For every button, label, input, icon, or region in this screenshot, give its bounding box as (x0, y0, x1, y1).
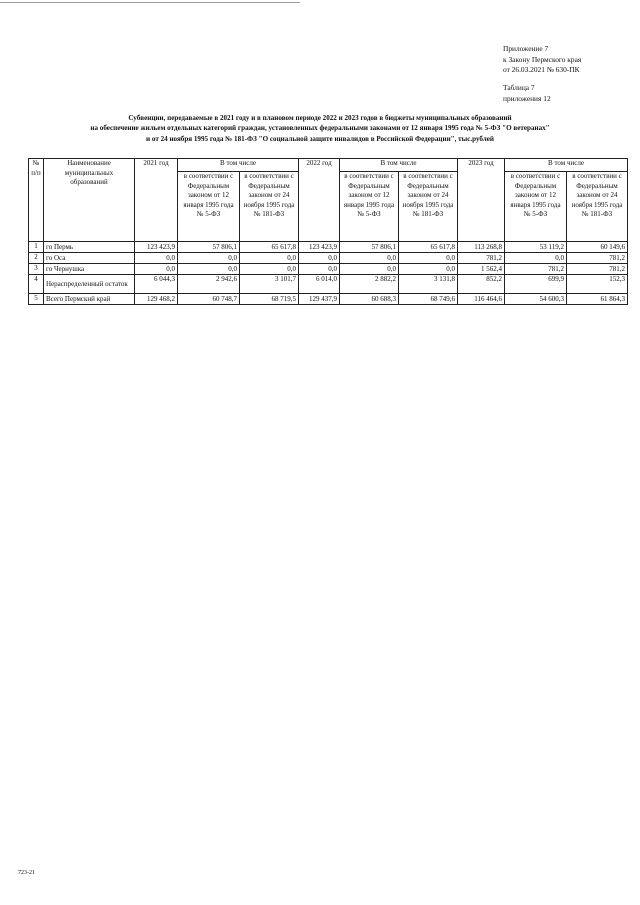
row-name: го Чернушка (44, 264, 135, 275)
cell-2021-fz5: 0,0 (178, 253, 240, 264)
cell-2023: 1 562,4 (458, 264, 505, 275)
cell-2021: 129 468,2 (135, 294, 178, 305)
header-year-2023: 2023 год (458, 159, 505, 242)
header-including-2023: В том числе (505, 159, 628, 172)
cell-2023-fz181: 781,2 (567, 253, 628, 264)
cell-2023-fz181: 781,2 (567, 264, 628, 275)
cell-2023-fz5: 781,2 (505, 264, 567, 275)
cell-2021: 0,0 (135, 253, 178, 264)
appendix-reference (503, 44, 581, 76)
header-fz5-2023: в соответствии с Федеральным законом от 12 января 1995 года № 5-ФЗ (505, 172, 567, 242)
table-row (29, 264, 628, 275)
table-reference-line: Таблица 7 (503, 83, 535, 92)
table-reference (503, 83, 551, 104)
header-fz181-2023: в соответствии с Федеральным законом от 24 ноября 1995 года № 181-ФЗ (567, 172, 628, 242)
title-line: на обеспечение жильем отдельных категорий граждан, установленных федеральными законами от 12 января 1995 года № 5-ФЗ "О ветеранах" (90, 124, 550, 133)
cell-2021: 6 044,3 (135, 275, 178, 294)
row-name: Всего Пермский край (44, 294, 135, 305)
top-rule (0, 2, 300, 3)
cell-2022: 129 437,9 (299, 294, 340, 305)
table-row (29, 242, 628, 253)
footer-code: 723-21 (18, 870, 35, 876)
header-including-2022: В том числе (340, 159, 458, 172)
header-year-2021: 2021 год (135, 159, 178, 242)
cell-2023-fz5: 699,9 (505, 275, 567, 294)
row-name: го Пермь (44, 242, 135, 253)
cell-2022-fz5: 60 688,3 (340, 294, 399, 305)
cell-2023-fz5: 54 600,3 (505, 294, 567, 305)
cell-2022-fz181: 65 617,8 (399, 242, 458, 253)
appendix-line: от 26.03.2021 № 630-ПК (503, 65, 580, 74)
row-number: 1 (29, 242, 44, 253)
row-name: го Оса (44, 253, 135, 264)
cell-2022-fz181: 0,0 (399, 253, 458, 264)
cell-2021-fz5: 2 942,6 (178, 275, 240, 294)
header-fz5-2021: в соответствии с Федеральным законом от 12 января 1995 года № 5-ФЗ (178, 172, 240, 242)
appendix-line: к Закону Пермского края (503, 54, 582, 64)
cell-2023-fz5: 53 119,2 (505, 242, 567, 253)
cell-2022-fz5: 2 882,2 (340, 275, 399, 294)
header-number: № п/п (29, 159, 44, 242)
title-line: и от 24 ноября 1995 года № 181-ФЗ "О социальной защите инвалидов в Российской Федерации", тыс.рублей (146, 134, 494, 143)
header-name: Наименование муниципальных образований (44, 159, 135, 242)
row-number: 5 (29, 294, 44, 305)
table-row-total (29, 294, 628, 305)
cell-2022-fz181: 68 749,6 (399, 294, 458, 305)
cell-2021: 123 423,9 (135, 242, 178, 253)
cell-2023-fz181: 152,3 (567, 275, 628, 294)
cell-2023: 852,2 (458, 275, 505, 294)
document-title (40, 113, 600, 144)
table-reference-line: приложения 12 (503, 93, 551, 103)
header-fz5-2022: в соответствии с Федеральным законом от 12 января 1995 года № 5-ФЗ (340, 172, 399, 242)
cell-2023: 113 268,8 (458, 242, 505, 253)
cell-2021: 0,0 (135, 264, 178, 275)
cell-2021-fz181: 0,0 (240, 253, 299, 264)
cell-2023: 116 464,6 (458, 294, 505, 305)
cell-2021-fz5: 0,0 (178, 264, 240, 275)
row-number: 4 (29, 275, 44, 294)
cell-2021-fz181: 68 719,5 (240, 294, 299, 305)
header-fz181-2021: в соответствии с Федеральным законом от 24 ноября 1995 года № 181-ФЗ (240, 172, 299, 242)
cell-2023-fz181: 61 864,3 (567, 294, 628, 305)
row-number: 3 (29, 264, 44, 275)
cell-2023: 781,2 (458, 253, 505, 264)
header-fz181-2022: в соответствии с Федеральным законом от 24 ноября 1995 года № 181-ФЗ (399, 172, 458, 242)
cell-2022-fz5: 0,0 (340, 264, 399, 275)
cell-2021-fz5: 57 806,1 (178, 242, 240, 253)
row-number: 2 (29, 253, 44, 264)
cell-2022-fz181: 0,0 (399, 264, 458, 275)
appendix-line: Приложение 7 (503, 44, 549, 53)
cell-2021-fz181: 65 617,8 (240, 242, 299, 253)
cell-2022-fz5: 0,0 (340, 253, 399, 264)
header-including-2021: В том числе (178, 159, 299, 172)
row-name: Нераспределенный остаток (44, 275, 135, 294)
cell-2023-fz181: 60 149,6 (567, 242, 628, 253)
subsidies-table (28, 158, 628, 305)
title-line: Субвенции, передаваемые в 2021 году и в плановом периоде 2022 и 2023 годов в бюджеты муниципальных образований (128, 114, 512, 122)
cell-2021-fz181: 3 101,7 (240, 275, 299, 294)
cell-2022-fz181: 3 131,8 (399, 275, 458, 294)
cell-2022-fz5: 57 806,1 (340, 242, 399, 253)
table-row (29, 275, 628, 294)
cell-2023-fz5: 0,0 (505, 253, 567, 264)
table-row (29, 253, 628, 264)
cell-2022: 0,0 (299, 253, 340, 264)
cell-2022: 0,0 (299, 264, 340, 275)
header-year-2022: 2022 год (299, 159, 340, 242)
cell-2022: 6 014,0 (299, 275, 340, 294)
cell-2022: 123 423,9 (299, 242, 340, 253)
cell-2021-fz181: 0,0 (240, 264, 299, 275)
cell-2021-fz5: 60 748,7 (178, 294, 240, 305)
